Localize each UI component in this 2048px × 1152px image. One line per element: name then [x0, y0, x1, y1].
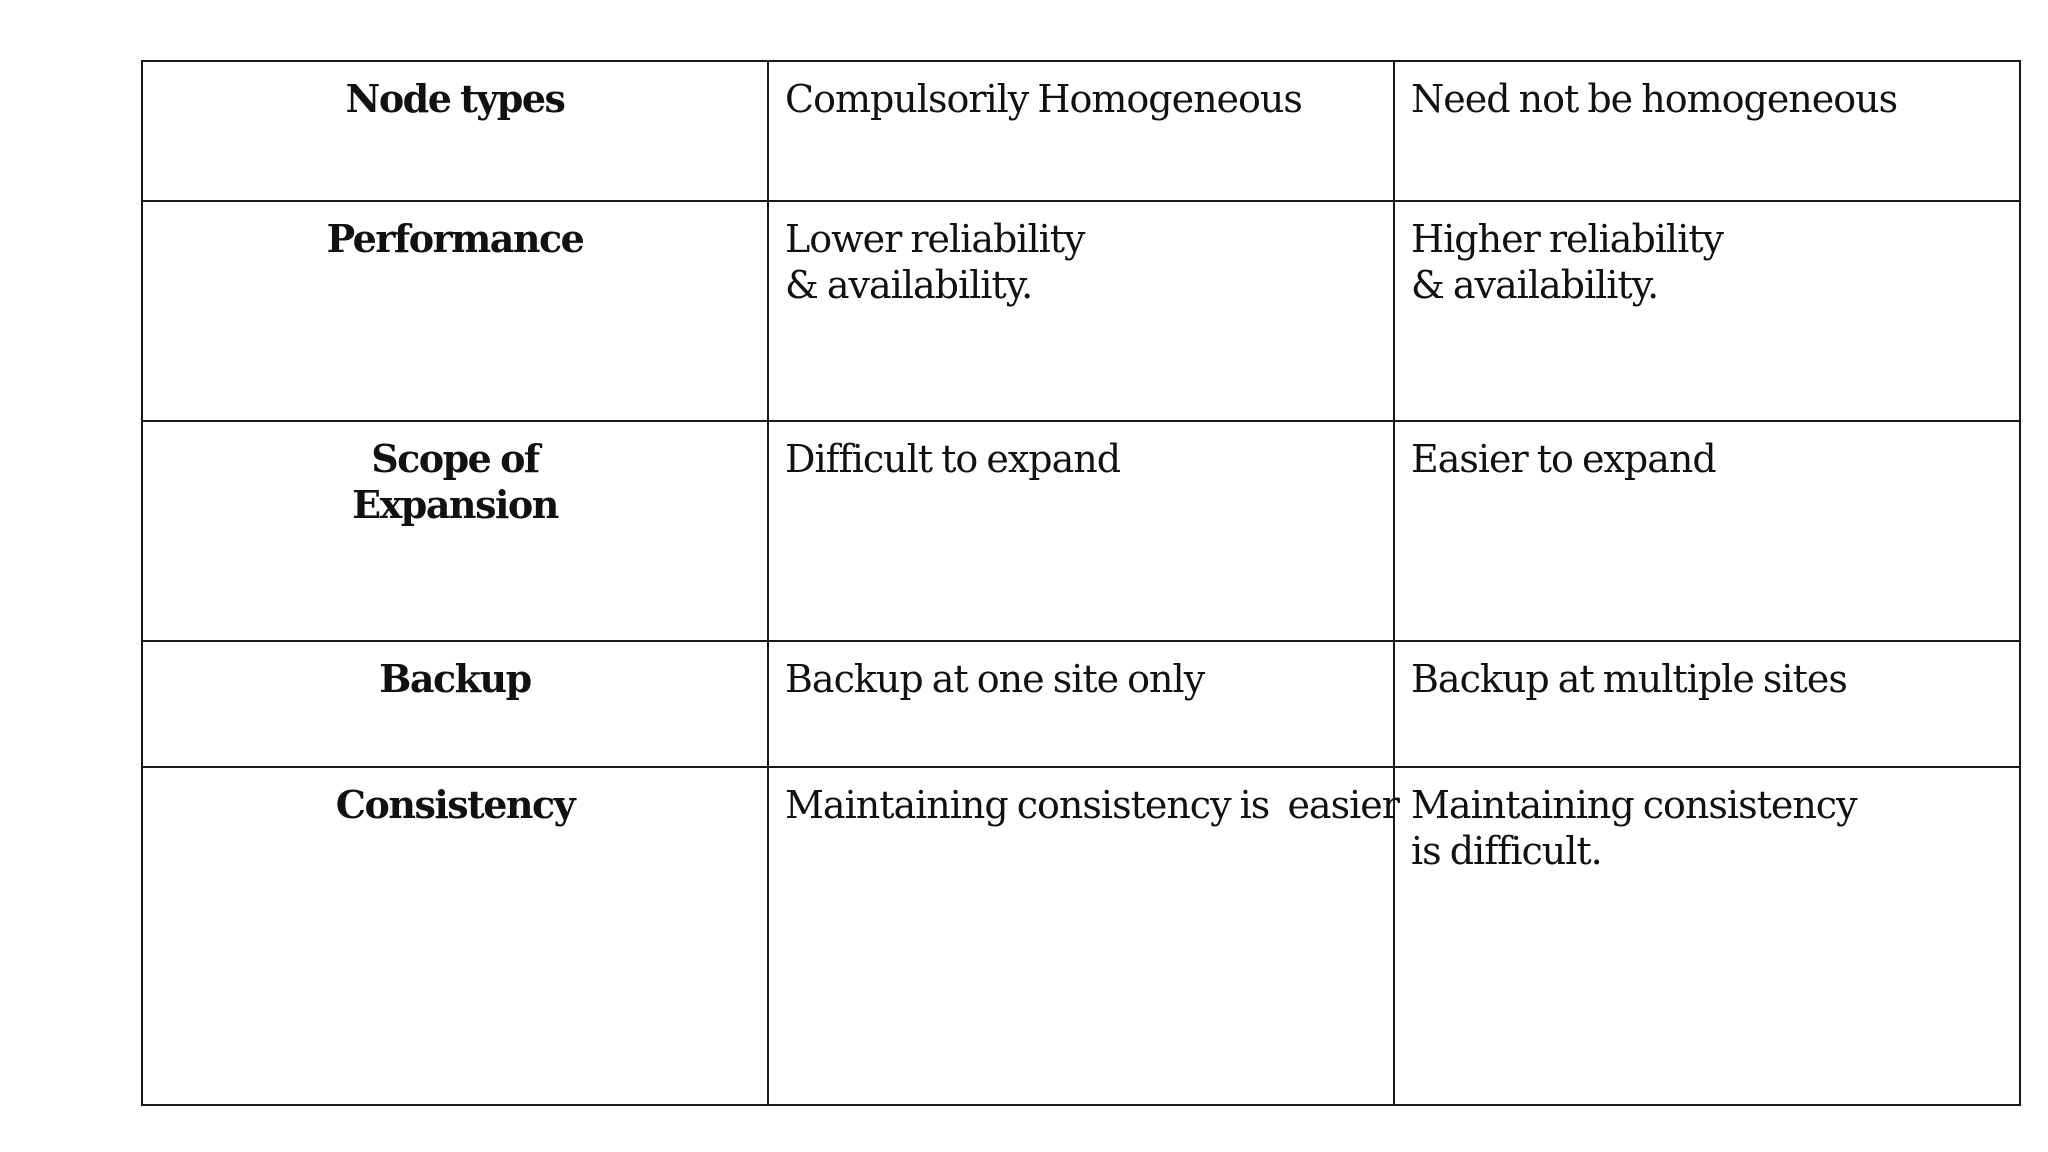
- cell-text: Higher reliability & availability.: [1411, 217, 1723, 307]
- cell-column-2: Easier to expand: [1394, 421, 2020, 641]
- cell-column-2: [1394, 767, 2020, 1105]
- cell-text: Maintaining consistency is easier: [785, 783, 1399, 827]
- cell-column-2: Backup at multiple sites: [1394, 641, 2020, 767]
- row-label-cell: [142, 201, 768, 421]
- table-row-consistency: [142, 767, 2020, 1105]
- cell-column-1: Backup at one site only: [768, 641, 1394, 767]
- table-row-backup: [142, 641, 2020, 767]
- row-label: Node types: [345, 76, 565, 121]
- cell-column-2: Need not be homogeneous: [1394, 61, 2020, 201]
- table-row-node-types: [142, 61, 2020, 201]
- row-label-cell: [142, 767, 768, 1105]
- cell-column-2: [1394, 201, 2020, 421]
- comparison-table: [141, 60, 2021, 1106]
- row-label-cell: [142, 641, 768, 767]
- cell-column-1: [768, 201, 1394, 421]
- cell-column-1: [768, 767, 1399, 1105]
- row-label: Scope of Expansion: [352, 436, 558, 527]
- row-label: Performance: [326, 216, 584, 261]
- row-label: Consistency: [335, 782, 575, 827]
- cell-column-1: Compulsorily Homogeneous: [768, 61, 1394, 201]
- row-label-cell: [142, 61, 768, 201]
- cell-text: Maintaining consistency is difficult.: [1411, 783, 1857, 873]
- cell-text: Lower reliability & availability.: [785, 217, 1085, 307]
- cell-column-1: Difficult to expand: [768, 421, 1394, 641]
- row-label-cell: [142, 421, 768, 641]
- row-label: Backup: [379, 656, 531, 701]
- table-row-performance: [142, 201, 2020, 421]
- table-row-scope-of-expansion: [142, 421, 2020, 641]
